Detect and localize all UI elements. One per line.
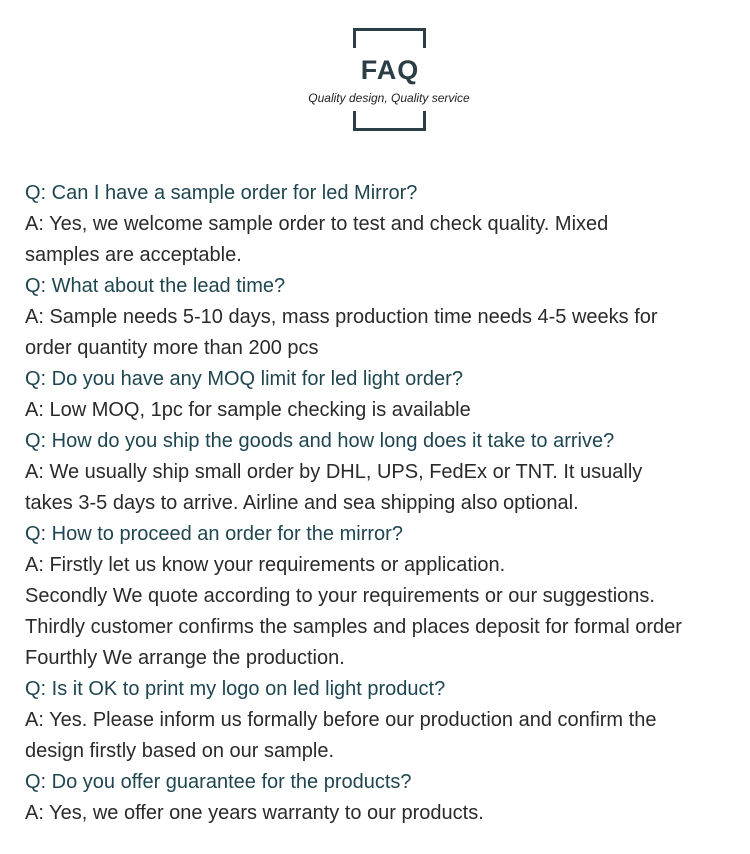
faq-item	[25, 674, 750, 767]
faq-header	[0, 0, 750, 140]
faq-answer-line: Fourthly We arrange the production.	[25, 647, 345, 669]
faq-answer-line: A: Low MOQ, 1pc for sample checking is available	[25, 399, 471, 421]
faq-item	[25, 271, 750, 364]
faq-question: Q: What about the lead time?	[25, 275, 286, 297]
faq-answer-line: design firstly based on our sample.	[25, 740, 335, 762]
page-title: FAQ	[360, 55, 420, 85]
faq-answer-line: Thirdly customer confirms the samples and places deposit for formal order	[25, 616, 682, 638]
faq-question: Q: How do you ship the goods and how long does it take to arrive?	[25, 430, 615, 452]
faq-answer-line: A: Yes, we offer one years warranty to our products.	[25, 802, 484, 824]
faq-item	[25, 426, 750, 519]
faq-answer-line: A: Firstly let us know your requirements or application.	[25, 554, 506, 576]
faq-answer-line: Secondly We quote according to your requirements or our suggestions.	[25, 585, 655, 607]
faq-answer-line: takes 3-5 days to arrive. Airline and sea shipping also optional.	[25, 492, 579, 514]
faq-list	[25, 178, 750, 829]
faq-question: Q: How to proceed an order for the mirror?	[25, 523, 403, 545]
faq-item	[25, 767, 750, 829]
faq-question: Q: Can I have a sample order for led Mirror?	[25, 182, 418, 204]
faq-answer-line: A: We usually ship small order by DHL, UPS, FedEx or TNT. It usually	[25, 461, 643, 483]
faq-item	[25, 519, 750, 674]
faq-question: Q: Is it OK to print my logo on led light product?	[25, 678, 446, 700]
header-bracket-top	[353, 28, 426, 48]
faq-item	[25, 364, 750, 426]
faq-answer-line: A: Yes. Please inform us formally before our production and confirm the	[25, 709, 657, 731]
faq-answer-line: samples are acceptable.	[25, 244, 242, 266]
faq-item	[25, 178, 750, 271]
faq-question: Q: Do you offer guarantee for the products?	[25, 771, 412, 793]
faq-answer-line: A: Yes, we welcome sample order to test and check quality. Mixed	[25, 213, 609, 235]
page-subtitle: Quality design, Quality service	[308, 91, 470, 105]
faq-question: Q: Do you have any MOQ limit for led light order?	[25, 368, 463, 390]
faq-answer-line: order quantity more than 200 pcs	[25, 337, 319, 359]
header-bracket-bottom	[353, 111, 426, 131]
faq-answer-line: A: Sample needs 5-10 days, mass production time needs 4-5 weeks for	[25, 306, 658, 328]
